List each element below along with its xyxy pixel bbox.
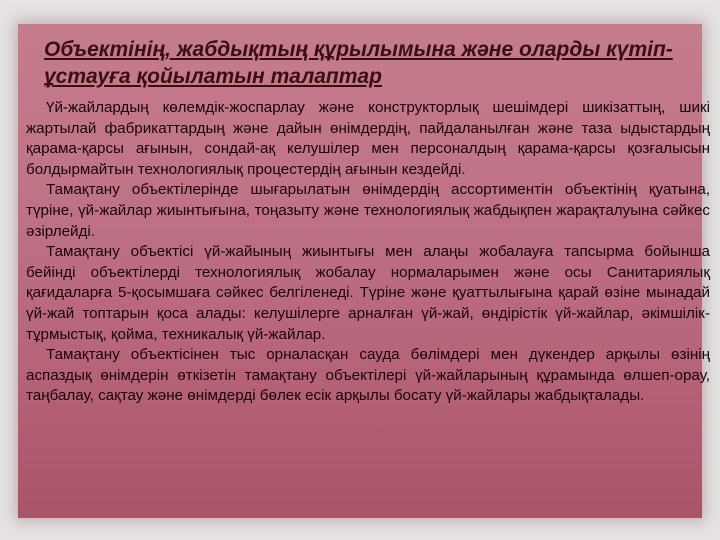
slide-title: Объектінің, жабдықтың құрылымына және оларды күтіп-ұстауға қойылатын талаптар [44, 38, 673, 88]
paragraph-sales-departments: Тамақтану объектісінен тыс орналасқан сауда бөлімдері мен дүкендер арқылы өзінің аспаздық өнімдерін өткізетін тамақтану объектілері үй-жайларының құрамында өлшеп-орау, таңбалау, сақтау және өнімдерді бөлек есік арқылы босату үй-жайлары жабдықталады. [26, 346, 710, 405]
paragraph-room-layout: Үй-жайлардың көлемдік-жоспарлау және конструкторлық шешімдері шикізаттың, шикі жартылай фабрикаттардың және дайын өнімдердің, пайдаланылған және таза ыдыстардың қарама-қарсы ағынын, сондай-ақ келушілер мен персоналдың қарама-қарсы қозғалысын болдырмайтын технологиялық процестердің ағынын кездейді. [26, 99, 710, 178]
slide-body [26, 98, 710, 407]
paragraph-product-assortment: Тамақтану объектілерінде шығарылатын өнімдердің ассортиментін объектінің қуатына, түріне, үй-жайлар жиынтығына, тоңазыту және технологиялық жабдықпен жарақталуына сәйкес әзірлейді. [26, 181, 710, 240]
paragraph-room-groups: Тамақтану объектісі үй-жайының жиынтығы мен алаңы жобалауға тапсырма бойынша бейінді объектілерді технологиялық жобалау нормаларымен және осы Санитариялық қағидаларға 5-қосымшаға сәйкес белгіленеді. Түріне және қуаттылығына қарай өзіне мынадай үй-жай топтарын қоса алады: келушілерге арналған үй-жай, өндірістік үй-жайлар, әкімшілік-тұрмыстық, қойма, техникалық үй-жайлар. [26, 243, 710, 343]
